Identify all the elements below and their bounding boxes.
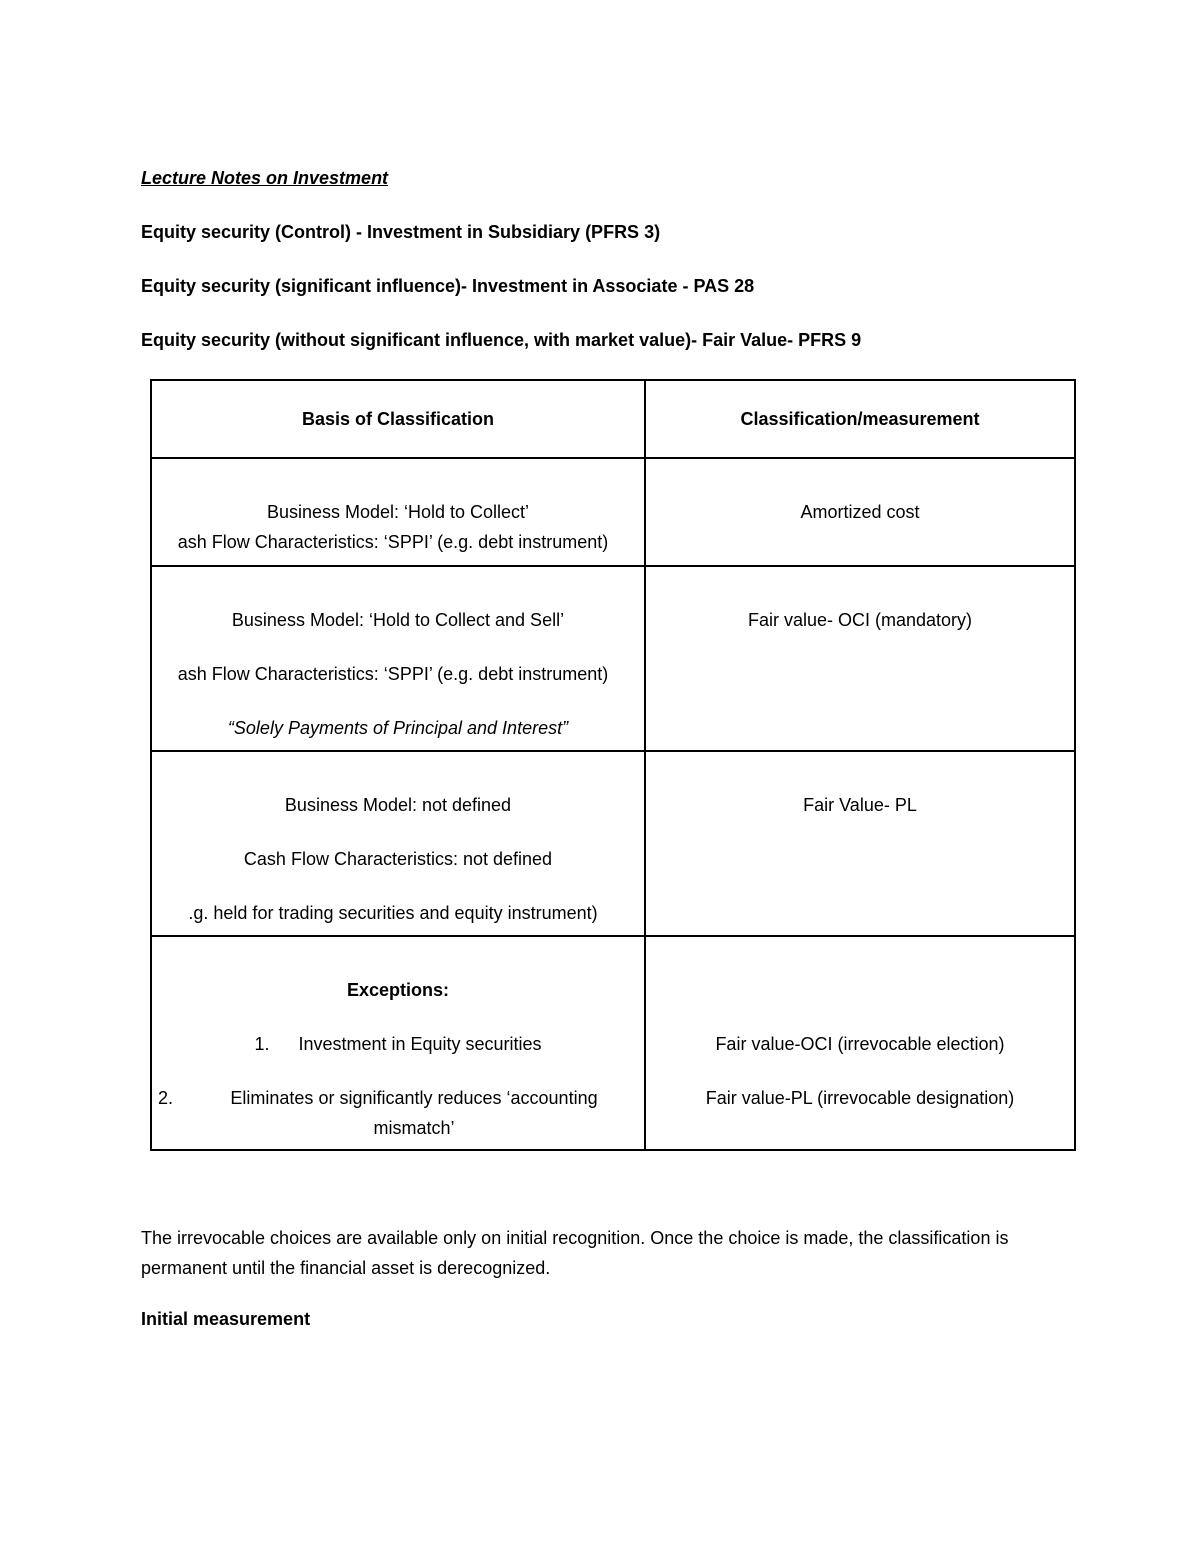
measurement-cell bbox=[645, 458, 1075, 566]
document-title: Lecture Notes on Investment bbox=[141, 168, 389, 188]
table-header-row bbox=[151, 380, 1075, 458]
measurement-value-2: Fair value-PL (irrevocable designation) bbox=[705, 1088, 1015, 1108]
basis-cell bbox=[151, 566, 645, 751]
exception-item-1 bbox=[152, 1029, 644, 1059]
header-measurement: Classification/measurement bbox=[645, 380, 1075, 458]
table-row bbox=[151, 566, 1075, 751]
exception-item-2 bbox=[152, 1083, 644, 1143]
heading-significant-influence: Equity security (significant influence)- Investment in Associate - PAS 28 bbox=[141, 276, 755, 296]
sppi-definition: “Solely Payments of Principal and Interest” bbox=[227, 718, 569, 738]
initial-measurement-heading: Initial measurement bbox=[141, 1309, 311, 1329]
table-row bbox=[151, 936, 1075, 1150]
exceptions-label: Exceptions: bbox=[346, 980, 450, 1000]
basis-cell bbox=[151, 458, 645, 566]
exception-text: Eliminates or significantly reduces ‘accounting mismatch’ bbox=[230, 1088, 598, 1138]
exception-number: 1. bbox=[254, 1034, 270, 1054]
classification-table bbox=[150, 379, 1076, 1151]
basis-example: .g. held for trading securities and equity instrument) bbox=[188, 903, 598, 923]
basis-business-model: Business Model: not defined bbox=[284, 795, 512, 815]
measurement-value: Fair Value- PL bbox=[803, 795, 917, 815]
table-row bbox=[151, 751, 1075, 936]
basis-business-model: Business Model: ‘Hold to Collect and Sell’ bbox=[231, 610, 565, 630]
measurement-cell bbox=[645, 936, 1075, 1150]
measurement-value: Fair value- OCI (mandatory) bbox=[747, 610, 973, 630]
exception-number: 2. bbox=[158, 1088, 174, 1108]
irrevocable-choices-paragraph: The irrevocable choices are available only on initial recognition. Once the choice is made, the classification is permanent until the financial asset is derecognized. bbox=[141, 1228, 1009, 1278]
exception-text: Investment in Equity securities bbox=[298, 1034, 542, 1054]
basis-cash-flow: Cash Flow Characteristics: not defined bbox=[243, 849, 553, 869]
header-basis: Basis of Classification bbox=[151, 380, 645, 458]
heading-fair-value: Equity security (without significant influence, with market value)- Fair Value- PFRS 9 bbox=[141, 330, 862, 350]
table-row bbox=[151, 458, 1075, 566]
heading-control: Equity security (Control) - Investment in Subsidiary (PFRS 3) bbox=[141, 222, 661, 242]
basis-business-model: Business Model: ‘Hold to Collect’ bbox=[266, 502, 530, 522]
basis-cash-flow: ash Flow Characteristics: ‘SPPI’ (e.g. debt instrument) bbox=[177, 664, 609, 684]
basis-cell bbox=[151, 936, 645, 1150]
measurement-value-1: Fair value-OCI (irrevocable election) bbox=[715, 1034, 1005, 1054]
basis-cash-flow: ash Flow Characteristics: ‘SPPI’ (e.g. debt instrument) bbox=[177, 532, 609, 552]
measurement-cell bbox=[645, 566, 1075, 751]
measurement-cell bbox=[645, 751, 1075, 936]
basis-cell bbox=[151, 751, 645, 936]
measurement-value: Amortized cost bbox=[800, 502, 920, 522]
